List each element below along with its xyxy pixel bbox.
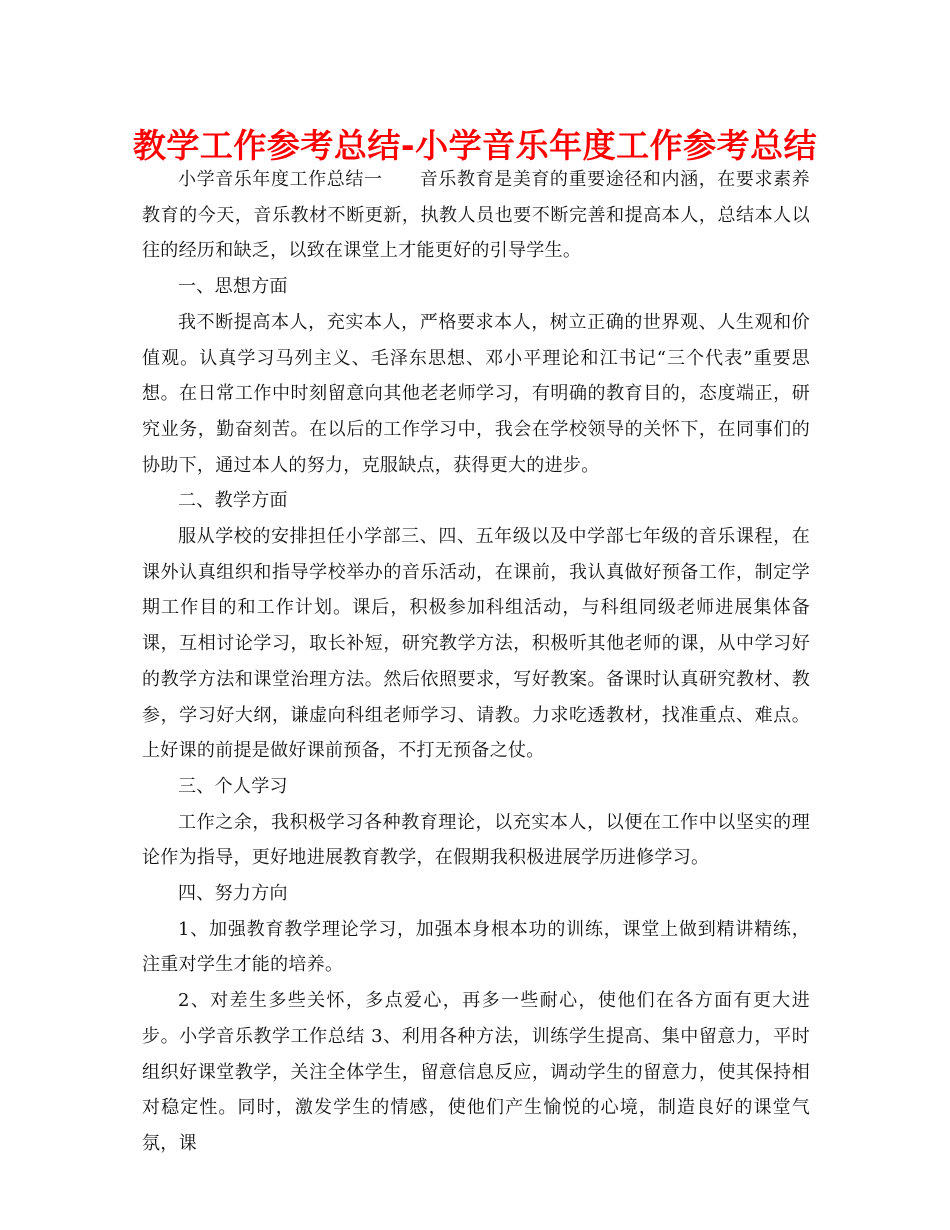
document-title: 教学工作参考总结-小学音乐年度工作参考总结 — [132, 126, 818, 165]
section-heading-teaching: 二、教学方面 — [178, 490, 288, 512]
section-heading-direction: 四、努力方向 — [178, 883, 288, 905]
thought-paragraph: 我不断提高本人，充实本人，严格要求本人，树立正确的世界观、人生观和价值观。认真学习马列主义、毛泽东思想、邓小平理论和江书记“三个代表”重要思想。在日常工作中时刻留意向其他老老师学习，有明确的教育目的，态度端正，研究业务，勤奋刻苦。在以后的工作学习中，我会在学校领导的关怀下，在同事们的协助下，通过本人的努力，克服缺点，获得更大的进步。 — [142, 311, 810, 476]
intro-paragraph: 小学音乐年度工作总结一 音乐教育是美育的重要途径和内涵，在要求素养教育的今天，音乐教材不断更新，执教人员也要不断完善和提高本人，总结本人以往的经历和缺乏，以致在课堂上才能更好的引导学生。 — [142, 169, 810, 262]
direction-item-2: 2、对差生多些关怀，多点爱心，再多一些耐心，使他们在各方面有更大进步。小学音乐教学工作总结 3、利用各种方法，训练学生提高、集中留意力，平时组织好课堂教学，关注全体学生，留意信息反应，调动学生的留意力，使其保持相对稳定性。同时，激发学生的情感，使他们产生愉悦的心境，制造良好的课堂气氛，课 — [142, 990, 810, 1154]
direction-item-1: 1、加强教育教学理论学习，加强本身根本功的训练，课堂上做到精讲精练，注重对学生才能的培养。 — [142, 918, 810, 976]
document-body — [142, 162, 810, 1162]
section-heading-thought: 一、思想方面 — [178, 276, 288, 298]
study-paragraph: 工作之余，我积极学习各种教育理论，以充实本人，以便在工作中以坚实的理论作为指导，更好地进展教育教学，在假期我积极进展学历进修学习。 — [142, 811, 810, 869]
section-heading-study: 三、个人学习 — [178, 775, 288, 797]
teaching-paragraph: 服从学校的安排担任小学部三、四、五年级以及中学部七年级的音乐课程，在课外认真组织和指导学校举办的音乐活动，在课前，我认真做好预备工作，制定学期工作目的和工作计划。课后，积极参加科组活动，与科组同级老师进展集体备课，互相讨论学习，取长补短，研究教学方法，积极听其他老师的课，从中学习好的教学方法和课堂治理方法。然后依照要求，写好教案。备课时认真研究教材、教参，学习好大纲，谦虚向科组老师学习、请教。力求吃透教材，找准重点、难点。上好课的前提是做好课前预备，不打无预备之仗。 — [142, 526, 810, 762]
